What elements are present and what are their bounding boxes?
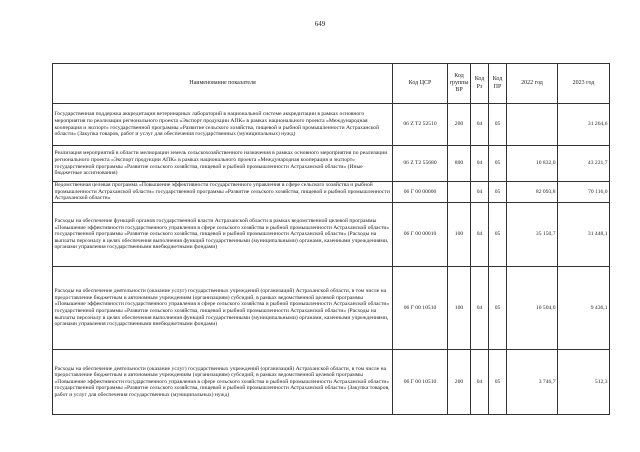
row-code: 06 Г 00 00000 bbox=[393, 182, 448, 203]
row-group: 200 bbox=[448, 350, 471, 415]
row-rz: 04 bbox=[471, 350, 489, 415]
row-2023: 70 116,0 bbox=[558, 182, 610, 203]
row-group bbox=[448, 182, 471, 203]
row-rz: 04 bbox=[471, 146, 489, 182]
row-rz: 04 bbox=[471, 182, 489, 203]
row-code: 06 Z T2 52510 bbox=[393, 104, 448, 146]
table-row bbox=[53, 182, 610, 203]
row-pr: 05 bbox=[489, 104, 507, 146]
row-2022: 82 093,8 bbox=[507, 182, 558, 203]
row-name: Расходы на обеспечение функций органов государственной власти Астраханской области в рамках ведомственной целевой программы «Повышение эффективности государственного управления в сфере сельского хозяйства и рыбной промышленности Астраханской области» государственной программы «Развитие сельского хозяйства, пищевой и рыбной промышленности Астраханской области» (Расходы на выплаты персоналу в целях обеспечения выполнения функций государственными (муниципальными) органами, казенными учреждениями, органами управления государственными внебюджетными фондами) bbox=[53, 203, 393, 267]
budget-table bbox=[52, 63, 610, 415]
table-row bbox=[53, 146, 610, 182]
row-name: Расходы на обеспечение деятельности (оказание услуг) государственных учреждений (организаций) Астраханской области, в том числе на предоставление бюджетным и автономным учреждениям (организациям) субсидий, в рамках ведомственной целевой программы «Повышение эффективности государственного управления в сфере сельского хозяйства и рыбной промышленности Астраханской области» государственной программы «Развитие сельского хозяйства, пищевой и рыбной промышленности Астраханской области» (Расходы на выплаты персоналу в целях обеспечения выполнения функций государственными (муниципальными) органами, казенными учреждениями, органами управления государственными внебюджетными фондами) bbox=[53, 267, 393, 350]
row-2022: 10 832,0 bbox=[507, 146, 558, 182]
row-name: Ведомственная целевая программа «Повышение эффективности государственного управления в сфере сельского хозяйства и рыбной промышленности Астраханской области» государственной программы «Развитие сельского хозяйства, пищевой и рыбной промышленности Астраханской области» bbox=[53, 182, 393, 203]
row-code: 06 Г 00 10510 bbox=[393, 267, 448, 350]
row-group: 100 bbox=[448, 267, 471, 350]
row-group: 100 bbox=[448, 203, 471, 267]
row-2023: 31 264,6 bbox=[558, 104, 610, 146]
table-row bbox=[53, 203, 610, 267]
row-name: Государственная поддержка аккредитации ветеринарных лабораторий в национальной системе аккредитации в рамках основного мероприятия по реализации регионального проекта «Экспорт продукции АПК» в рамках национального проекта «Международная кооперация и экспорт» государственной программы «Развитие сельского хозяйства, пищевой и рыбной промышленности Астраханской области» (Закупка товаров, работ и услуг для обеспечения государственных (муниципальных) нужд) bbox=[53, 104, 393, 146]
row-rz: 04 bbox=[471, 267, 489, 350]
page-number: 649 bbox=[314, 20, 326, 28]
header-pr: Код ПР bbox=[489, 64, 507, 104]
row-rz: 04 bbox=[471, 203, 489, 267]
header-name: Наименование показателя bbox=[53, 64, 393, 104]
header-2022: 2022 год bbox=[507, 64, 558, 104]
table-row bbox=[53, 350, 610, 415]
row-name: Расходы на обеспечение деятельности (оказание услуг) государственных учреждений (организаций) Астраханской области, в том числе на предоставление бюджетным и автономным учреждениям (организациям) субсидий, в рамках ведомственной целевой программы «Повышение эффективности государственного управления в сфере сельского хозяйства и рыбной промышленности Астраханской области» государственной программы «Развитие сельского хозяйства, пищевой и рыбной промышленности Астраханской области» (Закупка товаров, работ и услуг для обеспечения государственных (муниципальных) нужд) bbox=[53, 350, 393, 415]
row-2023: 31 448,1 bbox=[558, 203, 610, 267]
row-rz: 04 bbox=[471, 104, 489, 146]
header-group: Код группы ВР bbox=[448, 64, 471, 104]
row-pr: 05 bbox=[489, 146, 507, 182]
table-header bbox=[53, 64, 610, 104]
row-name: Реализация мероприятий в области мелиорации земель сельскохозяйственного назначения в рамках основного мероприятия по реализации регионального проекта «Экспорт продукции АПК» в рамках национального проекта «Международная кооперация и экспорт» государственной программы «Развитие сельского хозяйства, пищевой и рыбной промышленности Астраханской области» (Иные бюджетные ассигнования) bbox=[53, 146, 393, 182]
row-code: 06 Г 00 10510 bbox=[393, 350, 448, 415]
row-2022: 3 746,7 bbox=[507, 350, 558, 415]
row-2022: 35 150,7 bbox=[507, 203, 558, 267]
row-2022: 10 504,0 bbox=[507, 267, 558, 350]
header-rz: Код Рз bbox=[471, 64, 489, 104]
row-pr: 05 bbox=[489, 267, 507, 350]
row-group: 200 bbox=[448, 104, 471, 146]
row-2023: 512,3 bbox=[558, 350, 610, 415]
row-code: 06 Z T2 55680 bbox=[393, 146, 448, 182]
table-row bbox=[53, 104, 610, 146]
row-pr: 05 bbox=[489, 350, 507, 415]
row-pr: 05 bbox=[489, 182, 507, 203]
row-code: 06 Г 00 00010 bbox=[393, 203, 448, 267]
row-2023: 9 436,1 bbox=[558, 267, 610, 350]
header-code: Код ЦСР bbox=[393, 64, 448, 104]
row-2023: 43 221,7 bbox=[558, 146, 610, 182]
table-row bbox=[53, 267, 610, 350]
row-group: 800 bbox=[448, 146, 471, 182]
row-pr: 05 bbox=[489, 203, 507, 267]
header-2023: 2023 год bbox=[558, 64, 610, 104]
row-2022 bbox=[507, 104, 558, 146]
